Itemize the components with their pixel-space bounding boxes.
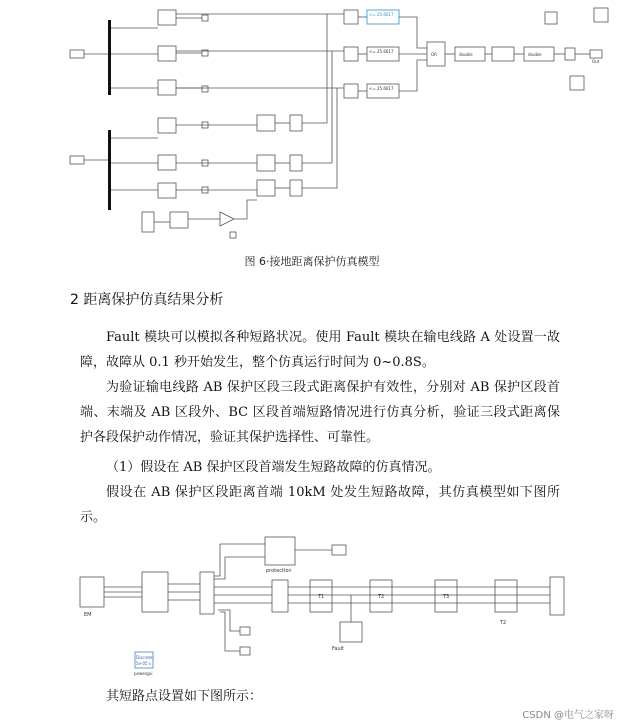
out-label: Out <box>592 59 600 64</box>
div-3 <box>290 180 302 196</box>
source-label: EM <box>84 612 92 618</box>
demux-bar-2 <box>108 130 111 210</box>
product-block-1 <box>344 10 358 24</box>
gain-triangle <box>220 212 234 226</box>
inport-1 <box>70 50 84 58</box>
transformer-2 <box>495 580 517 612</box>
paragraph-2: 为验证输电线路 AB 保护区段三段式距离保护有效性，分别对 AB 保护区段首端、末端及 AB 区段外、BC 区段首端短路情况进行仿真分析，验证三段式距离保护各段保护动作情况，验证其保护选择性、可靠性。 <box>80 380 560 445</box>
sum-3 <box>257 180 275 196</box>
sum-1 <box>257 115 275 131</box>
const1-label: <= 25.6617 <box>369 12 394 17</box>
infinite-bus <box>550 577 564 615</box>
powergui-line2: 5e-05 s <box>136 661 151 666</box>
t3-label: T3 <box>443 594 450 600</box>
mux-out <box>565 48 575 60</box>
block-bot-2 <box>158 155 176 170</box>
or-label: OR <box>431 52 437 57</box>
scope-2 <box>240 627 250 635</box>
scope-1 <box>594 8 608 22</box>
powergui-label: powergui <box>134 671 153 676</box>
paragraph-4: 假设在 AB 保护区段距离首端 10kM 处发生短路故障，其仿真模型如下图所示。 <box>80 485 560 525</box>
outport <box>590 50 602 58</box>
sum-2 <box>257 155 275 171</box>
clock-block <box>545 12 557 24</box>
block-top-3 <box>158 80 176 95</box>
measure-block <box>200 572 214 614</box>
sum-zero <box>142 212 154 232</box>
small-out-1 <box>202 15 208 21</box>
gain-block <box>492 47 514 61</box>
fault-label: Fault <box>332 646 344 652</box>
figure-ground-distance-protection-model <box>62 0 622 250</box>
block-top-1 <box>158 10 176 25</box>
heading-text: 2 距离保护仿真结果分析 <box>70 292 224 308</box>
scope-3 <box>240 647 250 655</box>
t4-label: T2 <box>500 620 507 626</box>
figure-caption: 图 6·接地距离保护仿真模型 <box>244 255 380 268</box>
breaker-block <box>272 580 288 612</box>
scope-2 <box>570 76 584 90</box>
t1-label: T1 <box>318 594 325 600</box>
small-out-3 <box>202 86 208 92</box>
scope-protection <box>332 545 346 555</box>
protection-label: protection <box>266 568 292 574</box>
const2-label: <= 25.6617 <box>369 49 394 54</box>
source-block <box>80 577 104 607</box>
t2-label: T2 <box>378 594 385 600</box>
double2-label: double <box>528 52 542 57</box>
div-2 <box>290 155 302 171</box>
div-1 <box>290 115 302 131</box>
paragraph-1: Fault 模块可以模拟各种短路状况。使用 Fault 模块在输电线路 A 处设置一故障，故障从 0.1 秒开始发生，整个仿真运行时间为 0~0.8S。 <box>80 330 560 370</box>
watermark: CSDN @电气之家呀 <box>522 710 614 721</box>
fault-block <box>340 622 362 642</box>
block-top-2 <box>158 46 176 61</box>
double1-label: double <box>459 52 473 57</box>
paragraph-3: （1）假设在 AB 保护区段首端发生短路故障的仿真情况。 <box>106 460 441 475</box>
powergui-line1: Discrete <box>136 655 153 660</box>
paragraph-last: 其短路点设置如下图所示： <box>106 689 263 704</box>
protection-block <box>265 537 295 565</box>
block-bot-1 <box>158 118 176 133</box>
figure-power-system-model <box>70 532 620 682</box>
inport-2 <box>70 156 84 164</box>
const3-label: <= 25.6617 <box>369 86 394 91</box>
product-block-2 <box>344 47 358 61</box>
gain-zero <box>170 212 188 228</box>
block-bot-3 <box>158 183 176 198</box>
demux-bar-1 <box>108 20 111 95</box>
transformer-1 <box>142 572 168 612</box>
product-block-3 <box>344 84 358 98</box>
section-heading <box>70 289 223 309</box>
